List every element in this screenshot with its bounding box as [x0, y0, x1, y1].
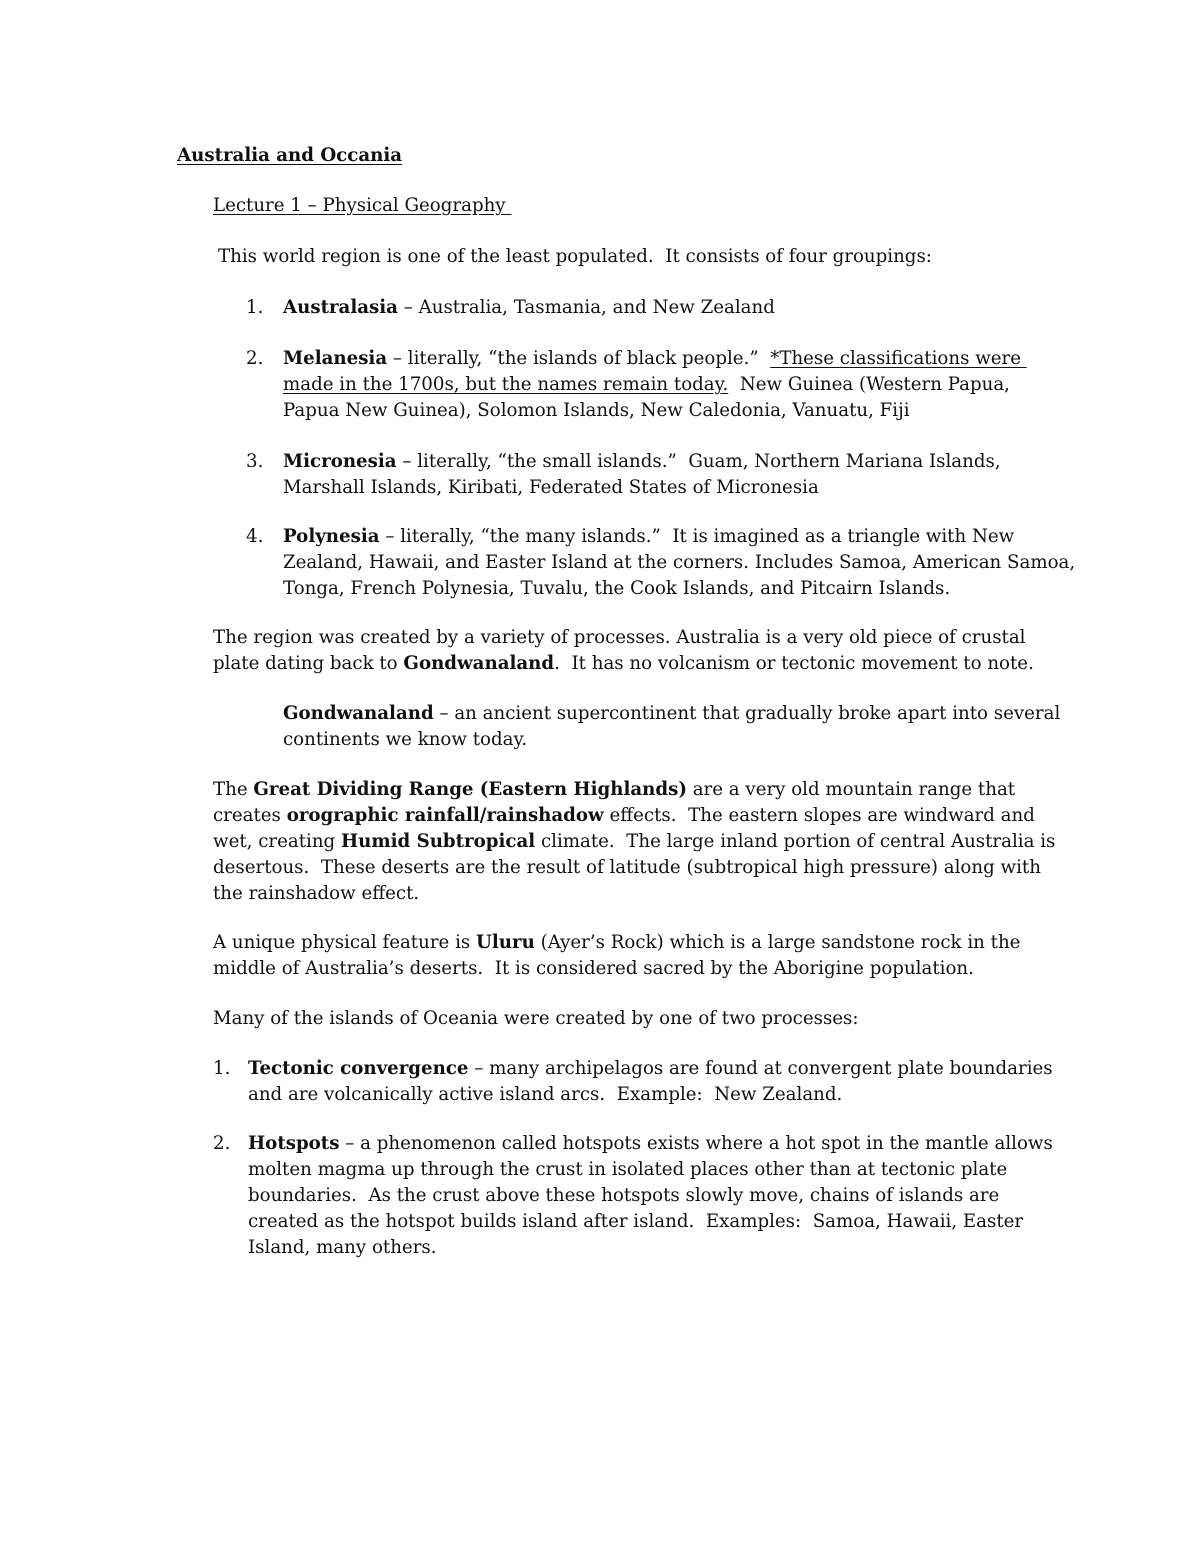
list-number: 2. — [246, 348, 264, 369]
list-line: Marshall Islands, Kiribati, Federated States of Micronesia — [283, 477, 819, 498]
islands-intro: Many of the islands of Oceania were created by one of two processes: — [213, 1008, 859, 1029]
paragraph-text: A unique physical feature is — [213, 932, 476, 953]
document-title: Australia and Occania — [177, 145, 403, 166]
list-text: – literally, “the small islands.” Guam, Northern Mariana Islands, — [396, 451, 1001, 472]
list-line: Island, many others. — [248, 1237, 437, 1258]
list-text: – Australia, Tasmania, and New Zealand — [397, 297, 775, 318]
list-text: – many archipelagos are found at convergent plate boundaries — [468, 1058, 1053, 1079]
list-line: molten magma up through the crust in isolated places other than at tectonic plate — [248, 1159, 1008, 1180]
list-text: – literally, “the islands of black people.” — [387, 348, 771, 369]
classification-note: *These classifications were — [770, 348, 1027, 369]
list-line — [283, 449, 1001, 475]
paragraph-line — [213, 651, 1034, 677]
list-text: – a phenomenon called hotspots exists where a hot spot in the mantle allows — [339, 1133, 1053, 1154]
list-number: 1. — [213, 1058, 231, 1079]
list-number: 1. — [246, 297, 264, 318]
paragraph-text: The — [213, 779, 254, 800]
list-number: 2. — [213, 1133, 231, 1154]
term-uluru: Uluru — [476, 932, 535, 953]
paragraph-line — [213, 829, 1055, 855]
intro-paragraph: This world region is one of the least populated. It consists of four groupings: — [218, 246, 932, 267]
paragraph-line — [213, 803, 1035, 829]
list-number: 3. — [246, 451, 264, 472]
paragraph-text: plate dating back to — [213, 653, 404, 674]
paragraph-line — [283, 701, 1060, 727]
term-australasia: Australasia — [283, 297, 398, 318]
paragraph-line: middle of Australia’s deserts. It is considered sacred by the Aborigine population. — [213, 958, 974, 979]
term-micronesia: Micronesia — [283, 451, 397, 472]
list-line — [248, 1131, 1053, 1157]
classification-note: made in the 1700s, but the names remain today. — [283, 374, 729, 395]
term-tectonic-convergence: Tectonic convergence — [248, 1058, 469, 1079]
paragraph-text: are a very old mountain range that — [686, 779, 1016, 800]
term-gondwanaland: Gondwanaland — [403, 653, 555, 674]
list-text: – literally, “the many islands.” It is imagined as a triangle with New — [379, 526, 1015, 547]
list-line — [283, 346, 1027, 372]
list-line: created as the hotspot builds island after island. Examples: Samoa, Hawaii, Easter — [248, 1211, 1024, 1232]
paragraph-text: – an ancient supercontinent that gradually broke apart into several — [433, 703, 1061, 724]
list-line: and are volcanically active island arcs. Example: New Zealand. — [248, 1084, 843, 1105]
paragraph-text: effects. The eastern slopes are windward and — [603, 805, 1035, 826]
paragraph-text: (Ayer’s Rock) which is a large sandstone rock in the — [534, 932, 1021, 953]
paragraph-line — [213, 777, 1015, 803]
paragraph-line: The region was created by a variety of processes. Australia is a very old piece of crustal — [213, 627, 1026, 648]
list-line — [283, 295, 775, 321]
list-line: Zealand, Hawaii, and Easter Island at the corners. Includes Samoa, American Samoa, — [283, 552, 1076, 573]
list-line: Papua New Guinea), Solomon Islands, New Caledonia, Vanuatu, Fiji — [283, 400, 910, 421]
paragraph-text: . It has no volcanism or tectonic movement to note. — [554, 653, 1034, 674]
definition-term: Gondwanaland — [283, 703, 434, 724]
list-number: 4. — [246, 526, 264, 547]
paragraph-text: wet, creating — [213, 831, 341, 852]
paragraph-line: desertous. These deserts are the result of latitude (subtropical high pressure) along with — [213, 857, 1041, 878]
term-great-dividing-range: Great Dividing Range (Eastern Highlands) — [253, 779, 687, 800]
paragraph-line: the rainshadow effect. — [213, 883, 420, 904]
term-polynesia: Polynesia — [283, 526, 380, 547]
paragraph-text: creates — [213, 805, 287, 826]
term-melanesia: Melanesia — [283, 348, 388, 369]
list-text: New Guinea (Western Papua, — [728, 374, 1010, 395]
list-line: boundaries. As the crust above these hotspots slowly move, chains of islands are — [248, 1185, 1000, 1206]
list-line — [283, 372, 1010, 398]
term-hotspots: Hotspots — [248, 1133, 340, 1154]
term-orographic-rainfall: orographic rainfall/rainshadow — [286, 805, 604, 826]
list-line — [248, 1056, 1053, 1082]
paragraph-text: climate. The large inland portion of central Australia is — [535, 831, 1056, 852]
list-line: Tonga, French Polynesia, Tuvalu, the Cook Islands, and Pitcairn Islands. — [283, 578, 951, 599]
list-line — [283, 524, 1014, 550]
paragraph-line — [213, 930, 1020, 956]
paragraph-line: continents we know today. — [283, 729, 528, 750]
term-humid-subtropical: Humid Subtropical — [340, 831, 536, 852]
lecture-heading: Lecture 1 – Physical Geography — [213, 195, 512, 216]
